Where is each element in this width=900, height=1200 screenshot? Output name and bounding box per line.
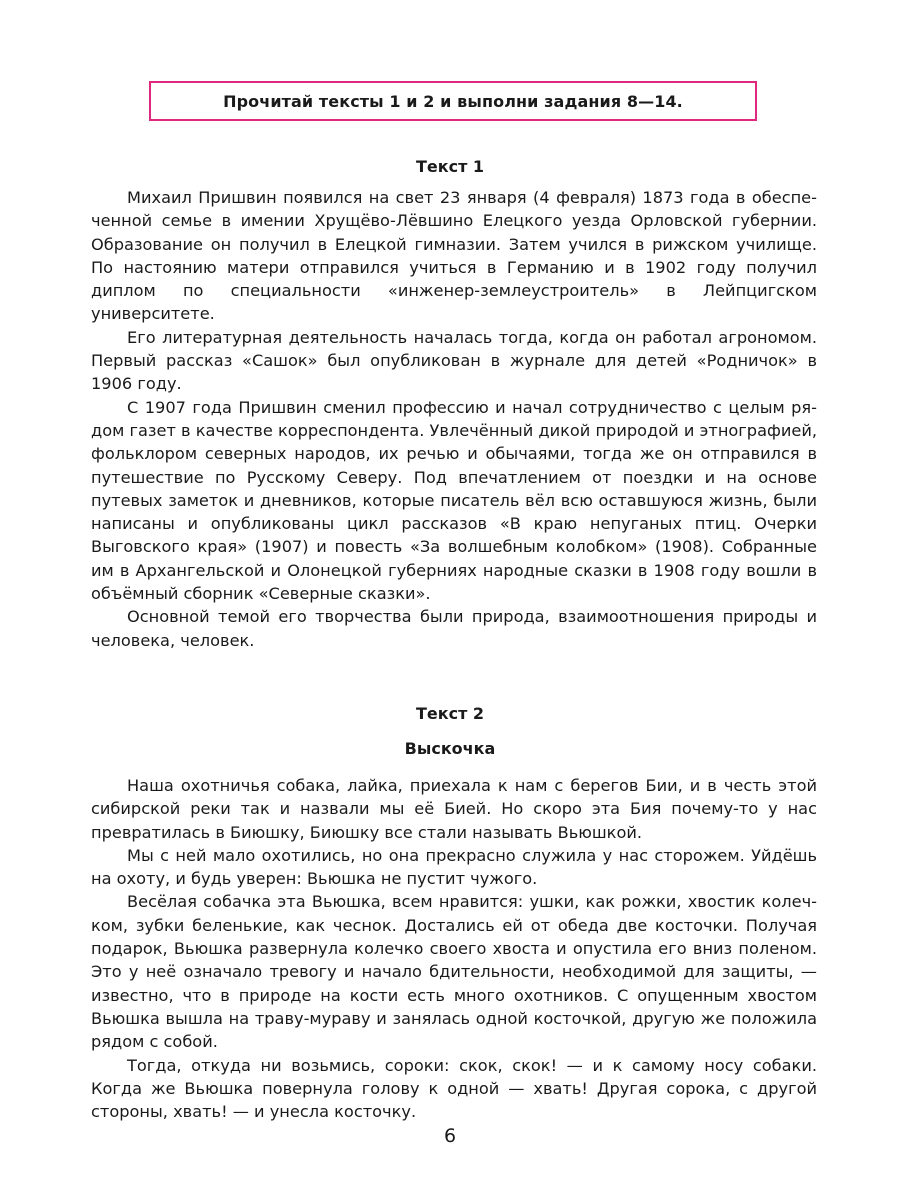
page-number: 6: [443, 1125, 457, 1147]
text1-paragraph: Михаил Пришвин появился на свет 23 января (4 февраля) 1873 года в обеспеченной семье в имении Хрущёво-Лёвшино Елецкого уезда Орловской губернии. Образование он получил в Елецкой гимназии. Затем учился в рижском училище. По настоянию матери отправился учиться в Германию и в 1902 году получил диплом по специальности «инженер-землеустроитель» в Лейпцигском университете.: [91, 188, 817, 324]
text2-paragraph: Наша охотничья собака, лайка, приехала к нам с берегов Бии, и в честь этой сибирской реки так и назвали мы её Бией. Но скоро эта Бия почему-то у нас превратилась в Биюшку, Биюшку все стали называть Вьюшкой.: [91, 776, 817, 842]
text2-paragraph: Мы с ней мало охотились, но она прекрасно служила у нас сторожем. Уйдёшь на охоту, и будь уверен: Вьюшка не пустит чужого.: [91, 845, 817, 889]
text1-paragraph: Его литературная деятельность началась тогда, когда он работал агрономом. Первый рассказ «Сашок» был опубликован в журнале для детей «Родничок» в 1906 году.: [91, 327, 817, 394]
text1-paragraph: Основной темой его творчества были природа, взаимоотношения природы и человека, человек.: [91, 607, 817, 650]
text2-heading: Текст 2: [415, 704, 485, 723]
text1-body: [91, 186, 817, 652]
text1-heading: Текст 1: [415, 157, 485, 176]
text2-paragraph: Весёлая собачка эта Вьюшка, всем нравится: ушки, как рожки, хвостик колечком, зубки беленькие, как чеснок. Достались ей от обеда две косточки. Получая подарок, Вьюшка развернула колечко своего хвоста и опустила его вниз поленом. Это у неё означало тревогу и начало бдительности, необходимой для защиты, — известно, что в природе на кости есть много охотников. С опущенным хвостом Вьюшка вышла на траву-мураву и занялась одной косточкой, другую же положила рядом с собой.: [91, 892, 817, 1052]
text1-paragraph: С 1907 года Пришвин сменил профессию и начал сотрудничество с целым рядом газет в качестве корреспондента. Увлечённый дикой природой и этнографией, фольклором северных народов, их речью и обычаями, тогда же он отправился в путешествие по Русскому Северу. Под впечатлением от поездки и на основе путевых заметок и дневников, которые писатель вёл всю оставшуюся жизнь, были написаны и опубликованы цикл рассказов «В краю непуганых птиц. Очерки Выговского края» (1907) и повесть «За волшебным колобком» (1908). Собранные им в Архангельской и Олонецкой губерниях народные сказки в 1908 году вошли в объёмный сборник «Северные сказки».: [91, 397, 817, 604]
text2-paragraph: Тогда, откуда ни возьмись, сороки: скок, скок! — и к самому носу собаки. Когда же Вьюшка повернула голову к одной — хвать! Другая сорока, с другой стороны, хвать! — и унесла косточку.: [91, 1055, 817, 1122]
text2-body: [91, 774, 817, 1123]
task-instruction-box: [149, 81, 757, 121]
task-instruction: Прочитай тексты 1 и 2 и выполни задания 8—14.: [223, 91, 683, 111]
text2-subtitle: Выскочка: [404, 739, 496, 758]
